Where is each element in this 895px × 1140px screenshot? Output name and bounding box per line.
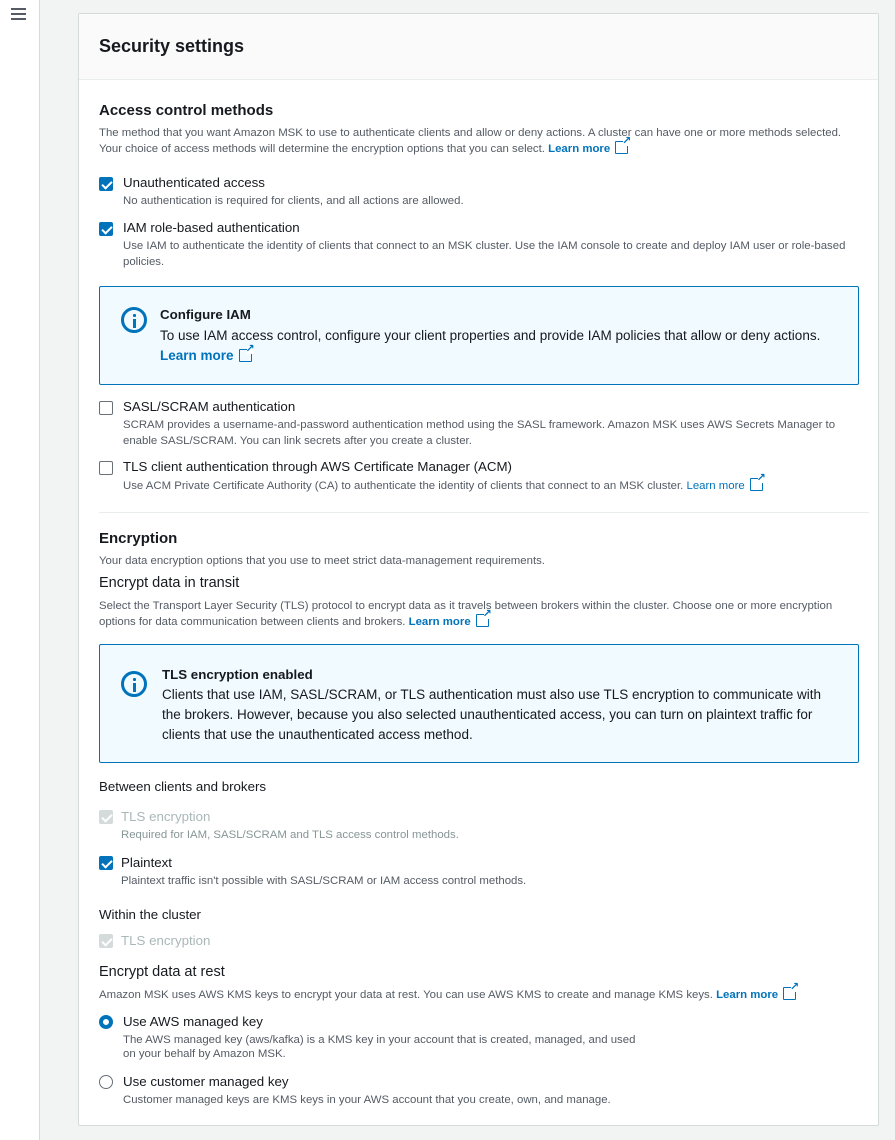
- external-link-icon: [750, 478, 763, 491]
- tls-encryption-alert-body: Clients that use IAM, SASL/SCRAM, or TLS authentication must also use TLS encryption to communicate with the brokers. However, because you also selected unauthenticated access, you can turn on plaintext traffic for clients that use the unauthenticated access method.: [162, 687, 822, 742]
- plaintext-description: Plaintext traffic isn't possible with SASL/SCRAM or IAM access control methods.: [121, 875, 527, 887]
- aws-managed-key-description-line2: on your behalf by Amazon MSK.: [123, 1048, 286, 1060]
- panel-header: [79, 14, 878, 80]
- tls-encryption-alert: [99, 644, 859, 763]
- external-link-icon: [239, 349, 252, 362]
- encrypt-transit-heading: Encrypt data in transit: [99, 575, 240, 591]
- tls-encryption-description: Required for IAM, SASL/SCRAM and TLS access control methods.: [121, 829, 459, 841]
- unauthenticated-access-description: No authentication is required for clients, and all actions are allowed.: [123, 195, 464, 207]
- encrypt-transit-description: Select the Transport Layer Security (TLS) protocol to encrypt data as it travels between brokers within the cluster. Choose one or more encryption options for data communication between clients and brokers. Learn more↗: [99, 598, 859, 630]
- tls-client-auth-label: TLS client authentication through AWS Certificate Manager (ACM): [123, 459, 512, 474]
- iam-auth-checkbox[interactable]: [99, 222, 113, 236]
- plaintext-checkbox[interactable]: [99, 856, 113, 870]
- tls-client-auth-description: Use ACM Private Certificate Authority (CA) to authenticate the identity of clients that connect to an MSK cluster. Learn more↗: [123, 478, 863, 494]
- security-settings-panel: [78, 13, 879, 1126]
- encrypt-rest-description: Amazon MSK uses AWS KMS keys to encrypt your data at rest. You can use AWS KMS to create and manage KMS keys. Learn more↗: [99, 987, 859, 1003]
- unauthenticated-access-checkbox[interactable]: [99, 177, 113, 191]
- tls-client-auth-checkbox[interactable]: [99, 461, 113, 475]
- section-divider: [99, 512, 869, 513]
- aws-managed-key-radio[interactable]: [99, 1015, 113, 1029]
- sasl-scram-checkbox[interactable]: [99, 401, 113, 415]
- sasl-scram-description: SCRAM provides a username-and-password authentication method using the SASL framework. Amazon MSK uses AWS Secrets Manager to enable SASL/SCRAM. You can link secrets after you create a cluster.: [123, 419, 836, 447]
- configure-iam-alert: [99, 286, 859, 385]
- info-icon: [121, 307, 147, 333]
- access-learn-more-link[interactable]: Learn more: [548, 143, 611, 155]
- info-icon: [121, 671, 147, 697]
- iam-learn-more-link[interactable]: Learn more: [160, 348, 234, 363]
- within-cluster-label: Within the cluster: [99, 907, 201, 922]
- iam-auth-description: Use IAM to authenticate the identity of clients that connect to an MSK cluster. Use the IAM console to create and deploy IAM user or role-based policies.: [123, 240, 846, 268]
- iam-auth-label: IAM role-based authentication: [123, 220, 300, 235]
- external-link-icon: [476, 614, 489, 627]
- within-cluster-tls-label: TLS encryption: [121, 933, 211, 948]
- access-control-description: The method that you want Amazon MSK to use to authenticate clients and allow or deny actions. A cluster can have one or more methods selected. Your choice of access methods will determine the encryption options that you can select. Learn more↗: [99, 125, 859, 157]
- side-navigation-rail: [0, 0, 40, 1140]
- plaintext-label: Plaintext: [121, 855, 172, 870]
- external-link-icon: [783, 987, 796, 1000]
- aws-managed-key-description-line1: The AWS managed key (aws/kafka) is a KMS key in your account that is created, managed, and used: [123, 1034, 636, 1046]
- configure-iam-title: Configure IAM: [160, 307, 251, 322]
- tls-encryption-label: TLS encryption: [121, 809, 211, 824]
- encryption-description: Your data encryption options that you use to meet strict data-management requirements.: [99, 555, 545, 567]
- within-cluster-tls-checkbox: [99, 934, 113, 948]
- unauthenticated-access-label: Unauthenticated access: [123, 175, 265, 190]
- configure-iam-body: To use IAM access control, configure your client properties and provide IAM policies that allow or deny actions. Learn more↗: [160, 326, 830, 366]
- rest-learn-more-link[interactable]: Learn more: [716, 989, 779, 1001]
- panel-title: Security settings: [99, 36, 245, 56]
- tls-client-learn-more-link[interactable]: Learn more: [686, 480, 745, 492]
- between-clients-brokers-label: Between clients and brokers: [99, 779, 267, 794]
- access-control-heading: Access control methods: [99, 102, 274, 119]
- transit-learn-more-link[interactable]: Learn more: [408, 616, 471, 628]
- encrypt-rest-heading: Encrypt data at rest: [99, 964, 225, 980]
- menu-icon[interactable]: [11, 8, 26, 22]
- customer-managed-key-label: Use customer managed key: [123, 1074, 289, 1089]
- aws-managed-key-label: Use AWS managed key: [123, 1014, 263, 1029]
- external-link-icon: [615, 141, 628, 154]
- customer-managed-key-radio[interactable]: [99, 1075, 113, 1089]
- sasl-scram-label: SASL/SCRAM authentication: [123, 399, 296, 414]
- customer-managed-key-description: Customer managed keys are KMS keys in your AWS account that you create, own, and manage.: [123, 1094, 611, 1106]
- encryption-heading: Encryption: [99, 530, 178, 547]
- tls-encryption-checkbox: [99, 810, 113, 824]
- tls-encryption-alert-title: TLS encryption enabled: [162, 667, 313, 682]
